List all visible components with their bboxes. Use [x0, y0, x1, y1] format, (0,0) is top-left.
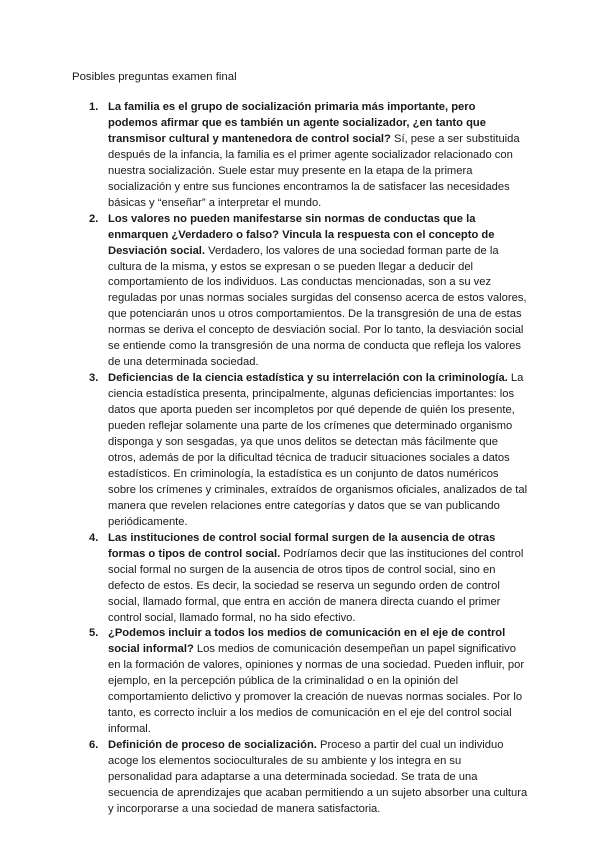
question-list [89, 100, 528, 818]
answer-text: Proceso a partir del cual un individuo acoge los elementos socioculturales de su ambiente y los integra en su personalidad para adaptarse a una determinada sociedad. Se trata de una secuencia de aprendizajes que acaban permitiendo a un sujeto absorber una cultura y incorporarse a una sociedad de manera satisfactoria. [108, 739, 528, 815]
answer-text: Los medios de comunicación desempeñan un papel significativo en la formación de valores, opiniones y normas de una sociedad. Pueden influir, por ejemplo, en la percepción pública de la criminalidad o en la opinión del comportamiento delictivo y promover la creación de nuevas normas sociales. Por lo tanto, es correcto incluir a los medios de comunicación en el eje del control social informal. [108, 643, 525, 736]
question-text: Los valores no pueden manifestarse sin normas de conductas que la enmarquen ¿Verdadero o falso? Vincula la respuesta con el concepto de Desviación social. [108, 212, 495, 257]
list-item [89, 531, 528, 627]
question-text: Definición de proceso de socialización. [108, 739, 317, 752]
question-text: Deficiencias de la ciencia estadística y su interrelación con la criminología. [108, 372, 508, 385]
question-text: ¿Podemos incluir a todos los medios de comunicación en el eje de control social informal? [108, 627, 506, 656]
question-text: La familia es el grupo de socialización primaria más importante, pero podemos afirmar que es también un agente socializador, ¿en tanto que transmisor cultural y mantenedora de control social? [108, 101, 486, 145]
answer-text: Sí, pese a ser substituida después de la infancia, la familia es el primer agente socializador relacionado con nuestra socialización. Suele estar muy presente en la etapa de la primera socialización y entre sus funciones encontramos la de satisfacer las necesidades básicas y “enseñar” a interpretar el mundo. [108, 132, 520, 209]
answer-text: Podríamos decir que las instituciones del control social formal no surgen de la ausencia de otros tipos de control social, sino en defecto de estos. Es decir, la sociedad se reserva un segundo orden de control social, llamado formal, que entra en acción de manera directa cuando el primer control social, llamado formal, no ha sido efectivo. [108, 547, 524, 624]
item-number: 1. [89, 101, 99, 113]
item-number: 4. [89, 531, 99, 544]
answer-text: La ciencia estadística presenta, principalmente, algunas deficiencias importantes: los datos que aporta pueden ser incompletos por qué depende de quién los presente, pueden reflejar solamente una parte de los crímenes que determinado organismo disponga y son sesgadas, ya que unos delitos se detectan más fácilmente que otros, además de por la dificultad técnica de traducir situaciones sociales a datos estadísticos. En criminología, la estadística es un conjunto de datos numéricos sobre los crímenes y criminales, extraídos de organismos oficiales, analizados de tal manera que revelen relaciones entre categorías y datos que se van publicando periódicamente. [108, 372, 528, 528]
item-number: 2. [89, 212, 99, 225]
list-item [89, 212, 528, 372]
list-item [89, 100, 528, 212]
list-item [89, 371, 528, 531]
item-number: 3. [89, 372, 99, 385]
list-item [89, 738, 528, 818]
item-number: 6. [89, 739, 99, 752]
question-text: Las instituciones de control social formal surgen de la ausencia de otras formas o tipos de control social. [108, 531, 496, 560]
answer-text: Verdadero, los valores de una sociedad forman parte de la cultura de la misma, y estos se expresan o se pueden llegar a deducir del comportamiento de los individuos. Las conductas mencionadas, son a su vez reguladas por unas normas sociales surgidas del consenso acerca de estos valores, que potenciarán unos u otros comportamientos. De la transgresión de una de estas normas se deriva el concepto de desviación social. Por lo tanto, la desviación social se entiende como la transgresión de una norma de conducta que refleja los valores de una determinada sociedad. [108, 244, 527, 369]
document-title: Posibles preguntas examen final [72, 71, 237, 83]
item-number: 5. [89, 627, 99, 640]
list-item [89, 626, 528, 738]
